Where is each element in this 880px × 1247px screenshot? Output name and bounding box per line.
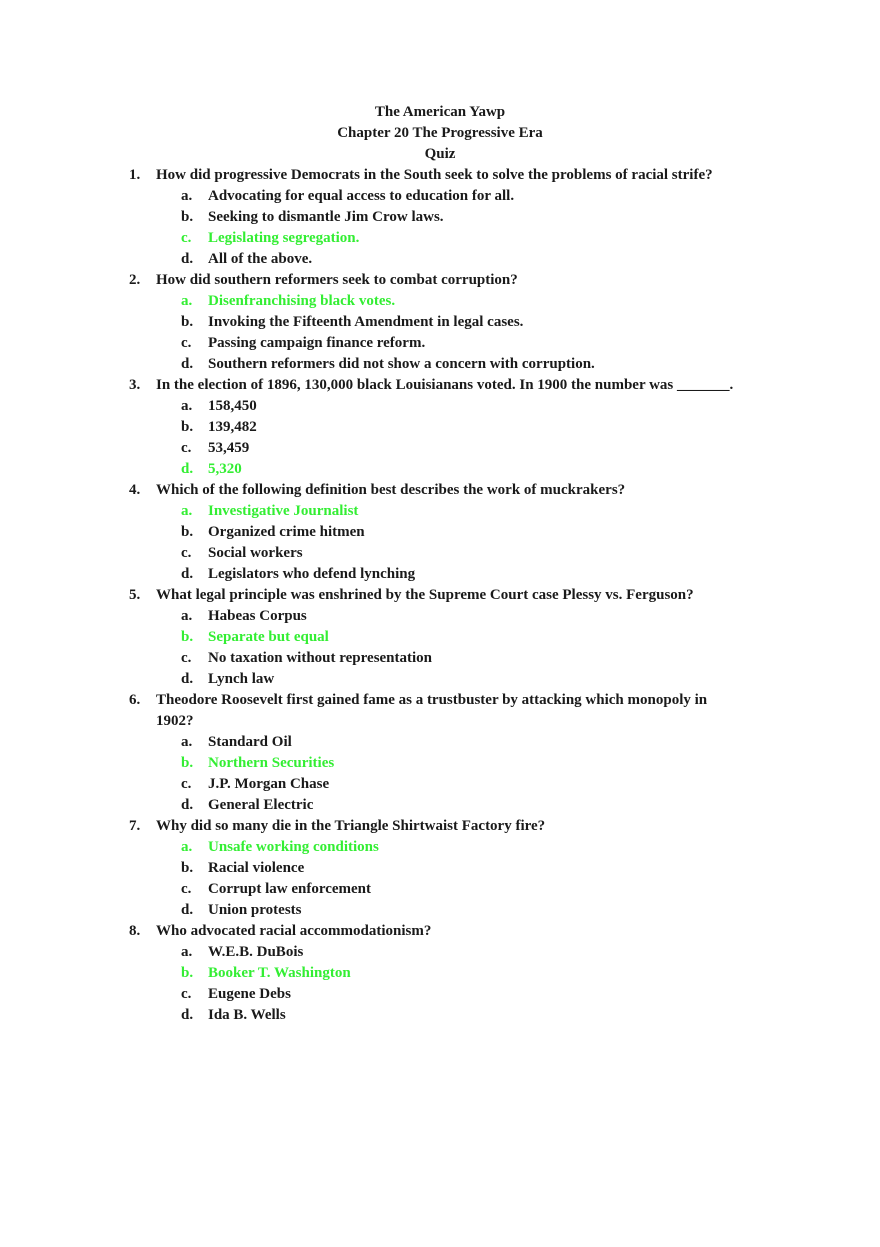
question-number: 3. — [129, 377, 141, 393]
answer-option — [0, 354, 880, 375]
answer-option — [0, 396, 880, 417]
answer-option — [0, 522, 880, 543]
question-number: 5. — [129, 587, 141, 603]
answer-option-correct — [0, 291, 880, 312]
option-text: Lynch law — [208, 671, 275, 687]
option-text: Union protests — [208, 902, 302, 918]
answer-option — [0, 606, 880, 627]
chapter-title: Chapter 20 The Progressive Era — [337, 125, 543, 141]
question-line — [0, 270, 746, 291]
answer-option — [0, 417, 880, 438]
answer-option-correct — [0, 627, 880, 648]
quiz-question — [0, 375, 880, 480]
option-letter: d. — [181, 356, 194, 372]
answer-option — [0, 858, 880, 879]
question-text: Why did so many die in the Triangle Shirtwaist Factory fire? — [156, 818, 546, 834]
option-text: No taxation without representation — [208, 650, 433, 666]
question-text: How did southern reformers seek to combat corruption? — [156, 272, 518, 288]
answer-option — [0, 942, 880, 963]
quiz-question — [0, 270, 880, 375]
option-letter: c. — [181, 881, 192, 897]
option-text: Booker T. Washington — [208, 965, 351, 981]
answer-option-correct — [0, 459, 880, 480]
option-text: General Electric — [208, 797, 314, 813]
question-line — [0, 480, 746, 501]
option-letter: b. — [181, 860, 194, 876]
option-letter: a. — [181, 188, 193, 204]
option-letter: c. — [181, 776, 192, 792]
answer-option — [0, 879, 880, 900]
option-letter: a. — [181, 503, 193, 519]
option-letter: a. — [181, 608, 193, 624]
answer-option — [0, 564, 880, 585]
answer-option — [0, 669, 880, 690]
answer-option — [0, 795, 880, 816]
document-title: The American Yawp — [374, 104, 506, 120]
question-number: 2. — [129, 272, 141, 288]
option-text: Passing campaign finance reform. — [208, 335, 426, 351]
option-letter: a. — [181, 293, 193, 309]
question-text: In the election of 1896, 130,000 black Louisianans voted. In 1900 the number was _______. — [156, 377, 734, 393]
option-text: Advocating for equal access to education for all. — [208, 188, 515, 204]
option-text: J.P. Morgan Chase — [208, 776, 330, 792]
option-letter: c. — [181, 230, 192, 246]
question-text: Who advocated racial accommodationism? — [156, 923, 432, 939]
option-letter: c. — [181, 440, 192, 456]
answer-option-correct — [0, 963, 880, 984]
answer-option — [0, 249, 880, 270]
answer-option-correct — [0, 837, 880, 858]
option-text: 139,482 — [208, 419, 257, 435]
option-letter: d. — [181, 671, 194, 687]
option-text: Unsafe working conditions — [208, 839, 379, 855]
answer-option-correct — [0, 228, 880, 249]
answer-option — [0, 900, 880, 921]
answer-option — [0, 333, 880, 354]
option-text: 158,450 — [208, 398, 257, 414]
option-letter: c. — [181, 986, 192, 1002]
option-letter: a. — [181, 398, 193, 414]
option-letter: b. — [181, 314, 194, 330]
question-line — [0, 585, 746, 606]
option-letter: d. — [181, 566, 194, 582]
answer-option — [0, 312, 880, 333]
option-text: Standard Oil — [208, 734, 292, 750]
question-text: Which of the following definition best describes the work of muckrakers? — [156, 482, 626, 498]
option-text: All of the above. — [208, 251, 313, 267]
option-text: Northern Securities — [208, 755, 335, 771]
question-line — [0, 921, 746, 942]
option-text: Corrupt law enforcement — [208, 881, 372, 897]
option-letter: a. — [181, 734, 193, 750]
question-line — [0, 690, 746, 732]
answer-option — [0, 774, 880, 795]
option-text: Disenfranchising black votes. — [208, 293, 396, 309]
option-text: Southern reformers did not show a concern with corruption. — [208, 356, 595, 372]
option-text: 5,320 — [208, 461, 242, 477]
quiz-question-list — [0, 165, 880, 1026]
option-letter: b. — [181, 965, 194, 981]
quiz-question — [0, 921, 880, 1026]
question-number: 6. — [129, 692, 141, 708]
option-text: 53,459 — [208, 440, 250, 456]
option-text: Seeking to dismantle Jim Crow laws. — [208, 209, 444, 225]
option-letter: b. — [181, 209, 194, 225]
option-letter: d. — [181, 902, 194, 918]
answer-option — [0, 1005, 880, 1026]
answer-option — [0, 732, 880, 753]
option-text: Legislators who defend lynching — [208, 566, 416, 582]
question-text: How did progressive Democrats in the South seek to solve the problems of racial strife? — [156, 167, 713, 183]
question-text: Theodore Roosevelt first gained fame as a trustbuster by attacking which monopoly in 1902? — [156, 692, 708, 729]
option-text: Organized crime hitmen — [208, 524, 365, 540]
quiz-question — [0, 165, 880, 270]
option-letter: a. — [181, 944, 193, 960]
question-line — [0, 375, 746, 396]
quiz-question — [0, 816, 880, 921]
option-text: Invoking the Fifteenth Amendment in legal cases. — [208, 314, 524, 330]
answer-option — [0, 186, 880, 207]
answer-option — [0, 648, 880, 669]
question-number: 7. — [129, 818, 141, 834]
option-letter: d. — [181, 797, 194, 813]
option-text: Investigative Journalist — [208, 503, 359, 519]
quiz-question — [0, 690, 880, 816]
quiz-heading: Quiz — [424, 146, 456, 162]
option-letter: c. — [181, 335, 192, 351]
option-letter: d. — [181, 251, 194, 267]
option-text: Legislating segregation. — [208, 230, 360, 246]
question-number: 1. — [129, 167, 141, 183]
answer-option — [0, 438, 880, 459]
quiz-question — [0, 585, 880, 690]
option-text: Eugene Debs — [208, 986, 291, 1002]
question-number: 8. — [129, 923, 141, 939]
option-letter: b. — [181, 419, 194, 435]
option-text: Ida B. Wells — [208, 1007, 286, 1023]
option-letter: d. — [181, 1007, 194, 1023]
question-line — [0, 816, 746, 837]
answer-option-correct — [0, 753, 880, 774]
quiz-question — [0, 480, 880, 585]
option-letter: b. — [181, 755, 194, 771]
answer-option — [0, 207, 880, 228]
question-line — [0, 165, 746, 186]
option-letter: b. — [181, 524, 194, 540]
answer-option-correct — [0, 501, 880, 522]
answer-option — [0, 543, 880, 564]
option-text: Racial violence — [208, 860, 305, 876]
option-text: Habeas Corpus — [208, 608, 307, 624]
question-number: 4. — [129, 482, 141, 498]
option-letter: a. — [181, 839, 193, 855]
option-letter: b. — [181, 629, 194, 645]
option-text: W.E.B. DuBois — [208, 944, 304, 960]
option-letter: c. — [181, 545, 192, 561]
option-letter: d. — [181, 461, 194, 477]
option-text: Social workers — [208, 545, 303, 561]
option-letter: c. — [181, 650, 192, 666]
question-text: What legal principle was enshrined by the Supreme Court case Plessy vs. Ferguson? — [156, 587, 694, 603]
option-text: Separate but equal — [208, 629, 329, 645]
answer-option — [0, 984, 880, 1005]
